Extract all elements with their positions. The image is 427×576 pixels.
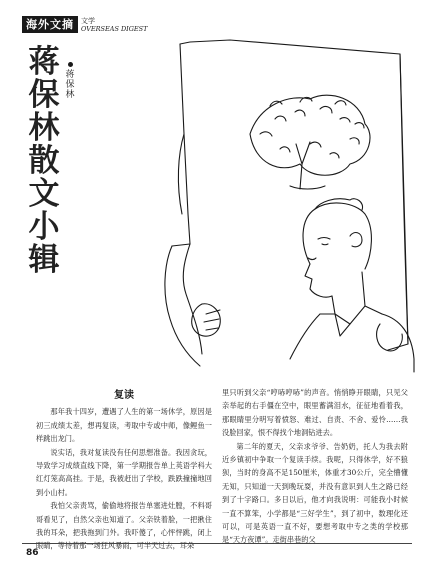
footer-rule — [22, 543, 412, 544]
section-heading: 复读 — [114, 390, 134, 401]
title-char: 文 — [28, 176, 60, 212]
masthead — [22, 16, 147, 33]
author-byline — [64, 62, 76, 100]
author-char: 保 — [65, 80, 75, 90]
author-char: 林 — [65, 90, 75, 100]
title-char: 辑 — [28, 242, 60, 278]
paragraph: 我怕父亲责骂，偷偷地将报告单塞进灶膛，不料哥哥看见了，自然父亲也知道了。父亲铁着脸，一把揪住我的耳朵，把我拖到门外。我吓傻了，心怦怦跳，闭上眼睛，等待着那一场狂风暴雨，可半天过去，耳朵 — [36, 501, 212, 551]
author-char: 蒋 — [65, 70, 75, 80]
page-number: 86 — [26, 548, 39, 558]
paragraph: 那年我十四岁，遭遇了人生的第一场休学，原因是初三成绩太差，想再复读，考取中专或中师，像鲤鱼一样跳出龙门。 — [36, 407, 212, 444]
article-title — [26, 46, 62, 277]
bullet-icon — [68, 62, 73, 67]
title-char: 蒋 — [28, 44, 60, 80]
magazine-logo: 海外文摘 — [22, 16, 78, 33]
title-char: 保 — [28, 77, 60, 113]
title-char: 小 — [28, 209, 60, 245]
paragraph: 里只听到父亲“哼哧哼哧”的声音。悄悄睁开眼睛，只见父亲举起的右手僵在空中，眼里蓄满泪水，征征地看着我，那眼睛里分明写着愤怒、难过、自责、不舍、爱怜……我没脸回家，恨不得找个地洞钻进去。 — [222, 388, 408, 438]
column-name: 文学 — [81, 16, 95, 25]
title-char: 散 — [28, 143, 60, 179]
left-text-column — [36, 386, 212, 553]
right-text-column — [222, 386, 408, 547]
magazine-english-name: OVERSEAS DIGEST — [81, 24, 148, 33]
title-char: 林 — [28, 110, 60, 146]
paragraph: 第二年的夏天，父亲求爷爷、告奶奶，托人为我去附近乡镇初中争取一个复读手续。我呢，只得休学，好不狼狈，当时的身高不足150厘米，体重才30公斤，完全懵懂无知，只知道一天到晚玩耍，并没有意识到人生之路已经到了十字路口。多日以后，他才向我说明：可能我小时候一直不算笨，小学都是“三好学生”，到了初中，数理化还可以，可是英语一直不好，要想考取中专之类的学校那是“天方夜谭”。走街串巷的父 — [222, 441, 408, 545]
paragraph: 说实话，我对复读没有任何思想准备。我因贪玩，导致学习成绩直线下降，第一学期报告单上英语学科大红灯笼高高挂。于是，我被赶出了学校，跌跌撞撞地回到小山村。 — [36, 447, 212, 497]
line-drawing-illustration — [150, 14, 420, 374]
